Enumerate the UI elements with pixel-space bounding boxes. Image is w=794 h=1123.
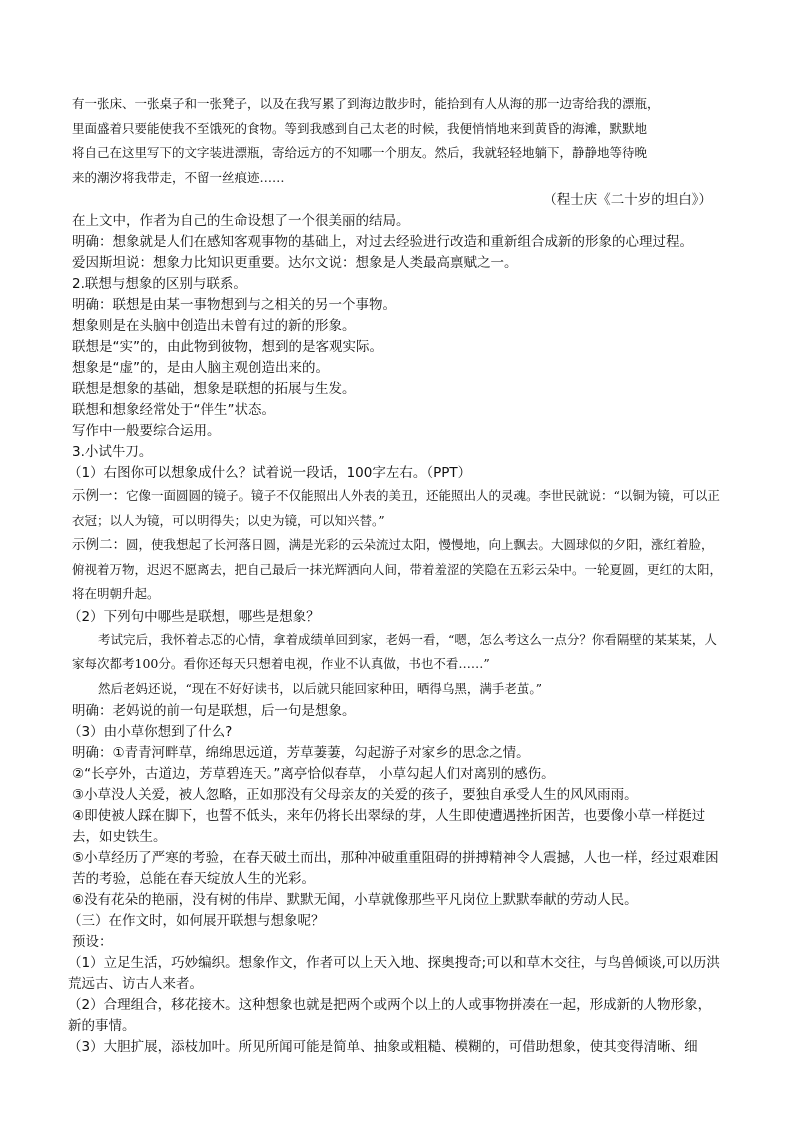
method-item: （1）立足生活，巧妙编织。想象作文，作者可以上天入地、探奥搜奇;可以和草木交往，与鸟兽倾谈,可以历洪荒远古、访古人来者。 bbox=[68, 955, 720, 992]
q2-paragraph-1: 考试完后，我怀着忐忑的心情，拿着成绩单回到家，老妈一看，“嗯，怎么考这么一点分？你看隔壁的某某某，人家每次都考100分。看你还每天只想着电视，作业不认真做，书也不看……” bbox=[72, 631, 717, 671]
q3-item: ⑥没有花朵的艳丽，没有树的伟岸、默默无闻，小草就像那些平凡岗位上默默奉献的劳动人民。 bbox=[72, 892, 638, 908]
example-1-text: 它像一面圆圆的镜子。镜子不仅能照出人外表的美丑，还能照出人的灵魂。李世民就说：“以铜为镜，可以正衣冠；以人为镜，可以明得失；以史为镜，可以知兴替。” bbox=[72, 488, 720, 528]
quote-line: 来的潮汐将我带走，不留一丝痕迹…… bbox=[72, 169, 285, 185]
text-line: 联想是想象的基础，想象是联想的拓展与生发。 bbox=[72, 381, 356, 397]
text-line: 爱因斯坦说：想象力比知识更重要。达尔文说：想象是人类最高禀赋之一。 bbox=[72, 255, 518, 271]
question-2: （2）下列句中哪些是联想，哪些是想象？ bbox=[68, 608, 320, 625]
method-item: （3）大胆扩展，添枝加叶。所见所闻可能是简单、抽象或粗糙、模糊的，可借助想象，使其变得清晰、细 bbox=[68, 1039, 698, 1055]
text-line: 明确：联想是由某一事物想到与之相关的另一个事物。 bbox=[72, 297, 396, 313]
example-2-text: 圆，使我想起了长河落日圆，满是光彩的云朵流过太阳，慢慢地，向上飘去。大圆球似的夕阳，涨红着脸，俯视着万物，迟迟不愿离去，把自己最后一抹光辉洒向人间，带着羞涩的笑隐在五彩云朵中。一轮夏圆，更红的太阳，将在明朝升起。 bbox=[72, 537, 723, 601]
q2-paragraph-2: 然后老妈还说，“现在不好好读书，以后就只能回家种田，晒得乌黑，满手老茧。” bbox=[98, 680, 543, 696]
q3-item: ③小草没人关爱，被人忽略，正如那没有父母亲友的关爱的孩子，要独自承受人生的风风雨雨。 bbox=[72, 787, 638, 803]
text-line: 明确：想象就是人们在感知客观事物的基础上，对过去经验进行改造和重新组合成新的形象的心理过程。 bbox=[72, 234, 693, 250]
example-2 bbox=[72, 533, 722, 607]
q3-item: ④即使被人踩在脚下，也誓不低头，来年仍将长出翠绿的芽，人生即使遭遇挫折困苦，也要像小草一样挺过去，如史铁生。 bbox=[72, 808, 706, 845]
quote-block bbox=[72, 92, 722, 211]
example-2-label: 示例二： bbox=[72, 537, 126, 553]
section-3-heading: （三）在作文时，如何展开联想与想象呢？ bbox=[68, 913, 325, 929]
text-line: 写作中一般要综合运用。 bbox=[72, 423, 221, 439]
preset-label: 预设： bbox=[72, 934, 113, 950]
text-line: 联想是“实”的，由此物到彼物，想到的是客观实际。 bbox=[72, 339, 383, 355]
q3-item: ⑤小草经历了严寒的考验，在春天破土而出，那种冲破重重阻碍的拼搏精神令人震撼，人也一样，经过艰难困苦的考验，总能在春天绽放人生的光彩。 bbox=[72, 850, 719, 887]
q3-item: ②“长亭外，古道边，芳草碧连天。”离亭恰似春草， 小草勾起人们对离别的感伤。 bbox=[72, 766, 555, 782]
q2-answer: 明确：老妈说的前一句是联想，后一句是想象。 bbox=[72, 703, 356, 719]
question-1: （1）右图你可以想象成什么？试着说一段话，100字左右。（PPT） bbox=[68, 465, 472, 481]
example-1 bbox=[72, 484, 722, 533]
method-item: （2）合理组合，移花接木。这种想象也就是把两个或两个以上的人或事物拼凑在一起，形成新的人物形象，新的事情。 bbox=[68, 997, 712, 1034]
quote-source: （程士庆《二十岁的坦白》） bbox=[543, 192, 712, 208]
quote-line: 有一张床、一张桌子和一张凳子，以及在我写累了到海边散步时，能拾到有人从海的那一边寄给我的漂瓶， bbox=[72, 96, 660, 111]
text-line: 想象是“虚”的，是由人脑主观创造出来的。 bbox=[72, 360, 329, 376]
text-line: 在上文中，作者为自己的生命设想了一个很美丽的结局。 bbox=[72, 213, 410, 229]
heading-2: 2.联想与想象的区别与联系。 bbox=[72, 276, 247, 292]
text-line: 想象则是在头脑中创造出未曾有过的新的形象。 bbox=[72, 318, 356, 334]
text-line: 联想和想象经常处于“伴生”状态。 bbox=[72, 402, 275, 418]
document-page bbox=[68, 92, 723, 1058]
q3-item: 明确：①青青河畔草，绵绵思远道，芳草萋萋，勾起游子对家乡的思念之情。 bbox=[72, 745, 530, 761]
heading-3: 3.小试牛刀。 bbox=[72, 444, 153, 460]
question-3: （3）由小草你想到了什么? bbox=[68, 724, 233, 740]
quote-line: 将自己在这里写下的文字装进漂瓶，寄给远方的不知哪一个朋友。然后，我就轻轻地躺下，静静地等待晚 bbox=[72, 145, 648, 160]
quote-line: 里面盛着只要能使我不至饿死的食物。等到我感到自己太老的时候，我便悄悄地来到黄昏的海滩，默默地 bbox=[72, 120, 648, 136]
example-1-label: 示例一： bbox=[72, 488, 126, 504]
